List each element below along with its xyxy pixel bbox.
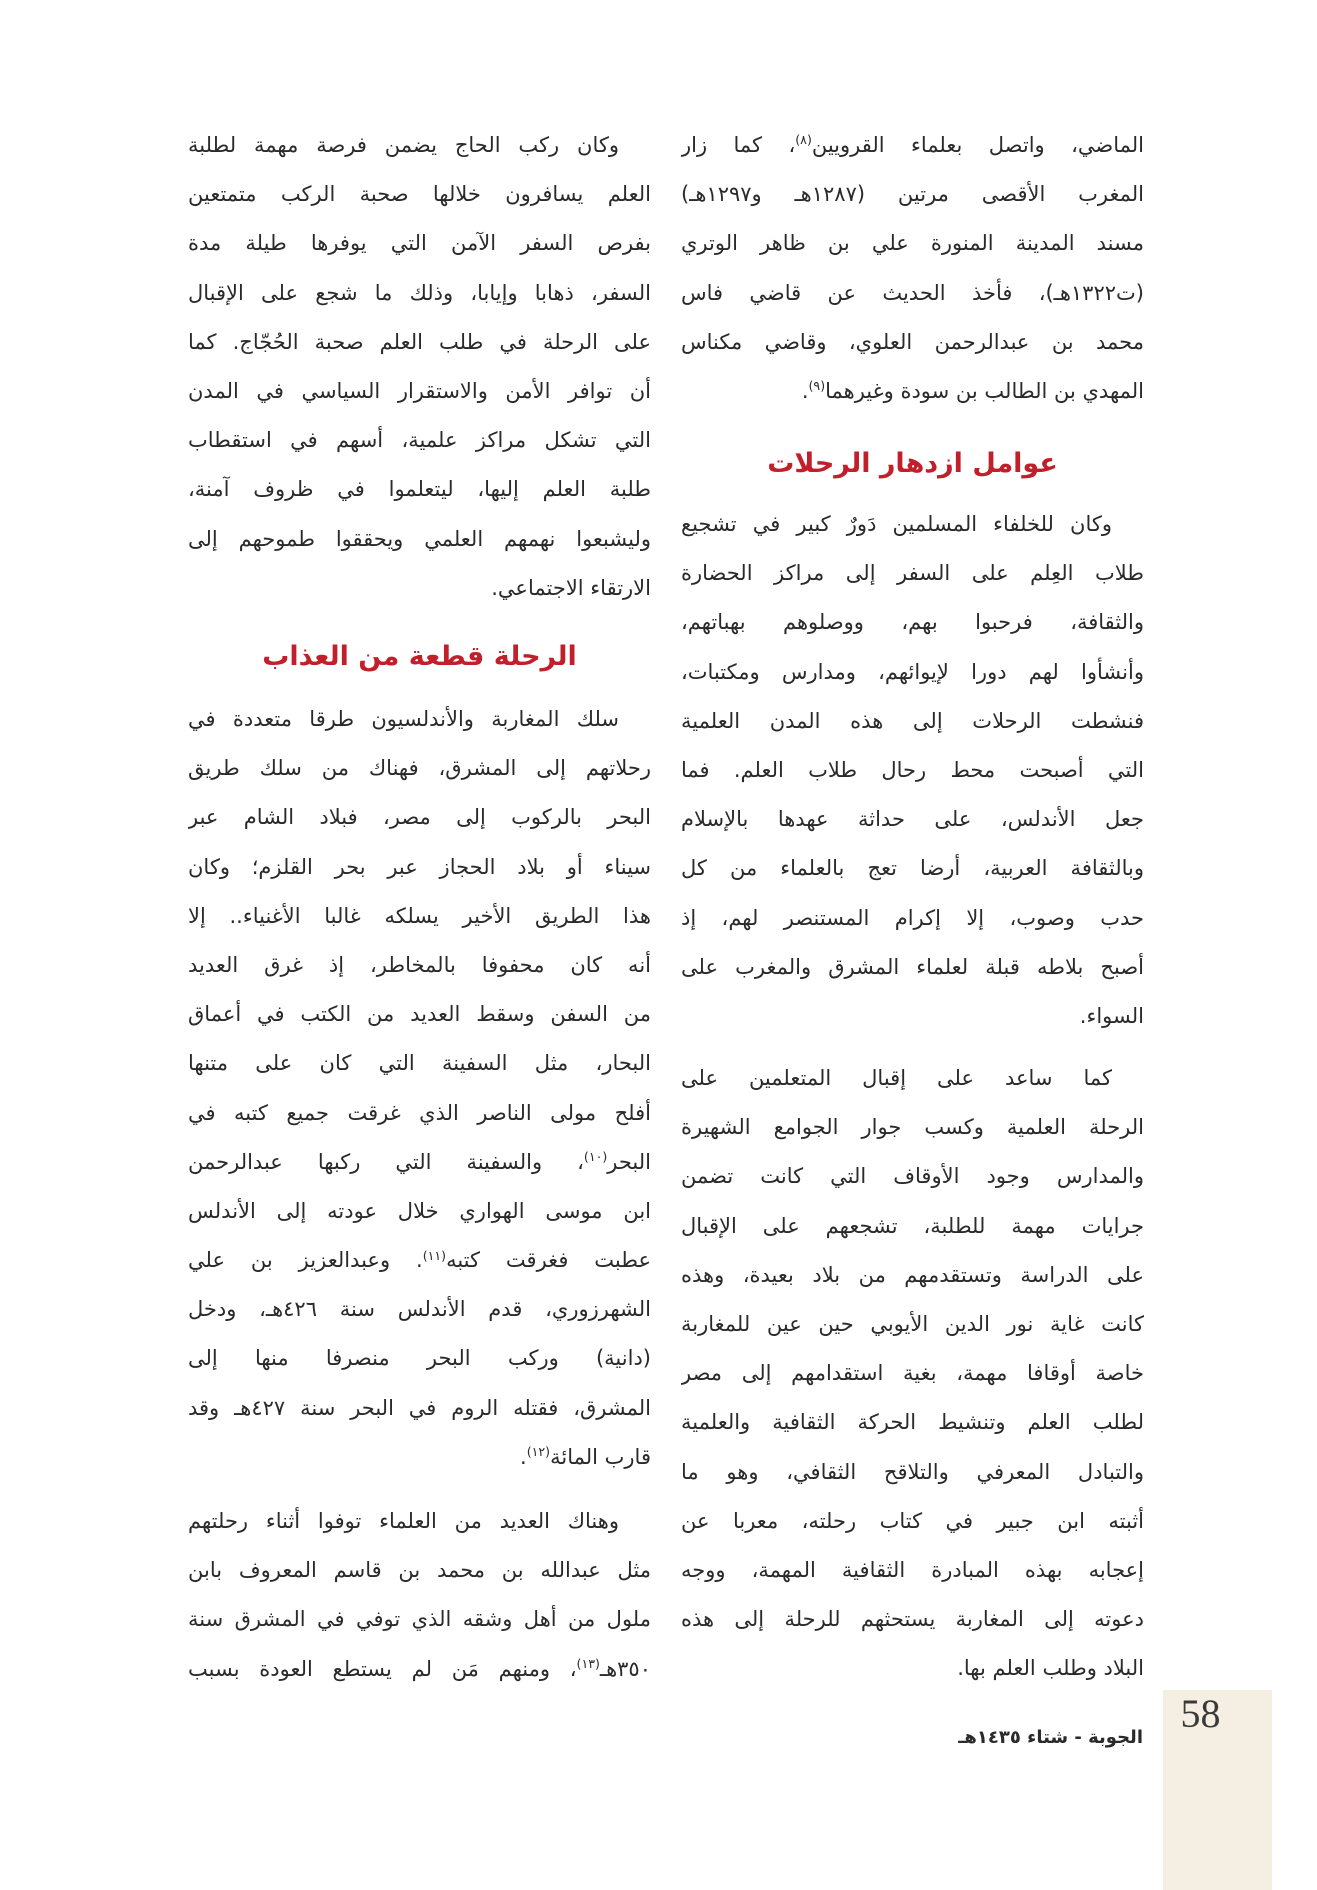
text-line: وكان ركب الحاج يضمن فرصة مهمة لطلبة <box>188 133 619 157</box>
text-line: طلاب العِلم على السفر إلى مراكز الحضارة <box>681 561 1144 586</box>
text-line: المشرق، فقتله الروم في البحر سنة ٤٢٧هـ وقد <box>188 1395 651 1420</box>
text-line: وأنشأوا لهم دورا لإيوائهم، ومدارس ومكتبات، <box>681 659 1144 684</box>
text-line: وهناك العديد من العلماء توفوا أثناء رحلتهم <box>188 1509 619 1533</box>
text-line: أفلح مولى الناصر الذي غرقت جميع كتبه في <box>188 1100 651 1125</box>
text-line: السواء. <box>1079 1003 1144 1028</box>
text-line <box>681 121 1144 170</box>
text-line: السفر، ذهابا وإيابا، وذلك ما شجع على الإقبال <box>188 280 651 305</box>
footnote-ref: (١٢) <box>526 1444 551 1460</box>
text-line: أنه كان محفوفا بالمخاطر، إذ غرق العديد <box>188 952 651 977</box>
text-segment: ، كما زار <box>681 133 796 157</box>
footnote-ref: (١٠) <box>583 1149 608 1165</box>
text-segment: عطبت فغرقت كتبه <box>446 1248 651 1273</box>
left-column <box>188 0 651 1700</box>
section-heading: الرحلة قطعة من العذاب <box>262 641 577 672</box>
right-column <box>681 0 1144 1700</box>
footnote-ref: (٩) <box>808 378 826 394</box>
text-line <box>188 1236 651 1285</box>
paragraph <box>188 1497 651 1694</box>
text-line: التي أصبحت محط رحال طلاب العلم. فما <box>681 757 1144 782</box>
text-segment: . وعبدالعزيز بن علي <box>188 1248 423 1273</box>
text-line: على الرحلة في طلب العلم صحبة الحُجّاج. كما <box>188 329 651 354</box>
text-line: ملول من أهل وشقه الذي توفي في المشرق سنة <box>188 1607 651 1632</box>
text-line <box>188 1138 651 1187</box>
text-line: البلاد وطلب العلم بها. <box>957 1656 1144 1681</box>
text-line: بفرص السفر الآمن التي يوفرها طيلة مدة <box>188 231 651 256</box>
text-segment: ، ومنهم مَن لم يستطع العودة بسبب <box>188 1656 577 1681</box>
text-line: مسند المدينة المنورة علي بن ظاهر الوتري <box>681 231 1144 256</box>
text-line <box>188 1433 651 1482</box>
text-line: العلم يسافرون خلالها صحبة الركب متمتعين <box>188 182 651 207</box>
page-number-tab <box>1163 1690 1272 1890</box>
footnote-ref: (١٣) <box>576 1656 600 1672</box>
text-line: (دانية) وركب البحر منصرفا منها إلى <box>188 1346 651 1371</box>
text-line: الارتقاء الاجتماعي. <box>491 575 651 600</box>
text-line: دعوته إلى المغاربة يستحثهم للرحلة إلى هذه <box>681 1607 1144 1632</box>
paragraph <box>188 695 651 1482</box>
page-number: 58 <box>1180 1691 1221 1736</box>
text-line: حدب وصوب، إلا إكرام المستنصر لهم، إذ <box>681 905 1144 930</box>
text-segment: البحر <box>607 1149 651 1174</box>
text-line: والمدارس وجود الأوقاف التي كانت تضمن <box>681 1164 1144 1189</box>
text-line: (ت١٣٢٢هـ)، فأخذ الحديث عن قاضي فاس <box>681 280 1144 305</box>
text-line <box>681 367 1144 416</box>
magazine-issue-label: الجوبة - شتاء ١٤٣٥هـ <box>958 1727 1143 1748</box>
text-line: على الدراسة وتستقدمهم من بلاد بعيدة، وهذه <box>681 1262 1144 1287</box>
text-line: وكان للخلفاء المسلمين دَورٌ كبير في تشجيع <box>681 512 1112 536</box>
text-line: أصبح بلاطه قبلة لعلماء المشرق والمغرب على <box>681 954 1144 979</box>
text-line: فنشطت الرحلات إلى هذه المدن العلمية <box>681 708 1144 733</box>
text-line: خاصة أوقافا مهمة، بغية استقدامهم إلى مصر <box>681 1361 1144 1386</box>
text-segment: المهدي بن الطالب بن سودة وغيرهما <box>825 378 1144 403</box>
paragraph <box>681 121 1144 416</box>
text-line: والتبادل المعرفي والتلاقح الثقافي، وهو ما <box>681 1459 1144 1484</box>
text-segment: ٣٥٠هـ <box>599 1656 651 1681</box>
text-line: جرايات مهمة للطلبة، تشجعهم على الإقبال <box>681 1213 1144 1238</box>
text-segment: قارب المائة <box>550 1444 651 1469</box>
text-segment: ، والسفينة التي ركبها عبدالرحمن <box>188 1149 584 1174</box>
text-line: الشهرزوري، قدم الأندلس سنة ٤٢٦هـ، ودخل <box>188 1297 651 1322</box>
footnote-ref: (٨) <box>795 132 812 148</box>
text-line: البحر بالركوب إلى مصر، فبلاد الشام عبر <box>188 805 651 830</box>
text-line: هذا الطريق الأخير يسلكه غالبا الأغنياء.. إلا <box>188 903 651 928</box>
text-line: لطلب العلم وتنشيط الحركة الثقافية والعلمية <box>681 1410 1144 1435</box>
text-segment: الماضي، واتصل بعلماء القرويين <box>811 133 1144 157</box>
text-line: ابن موسى الهواري خلال عودته إلى الأندلس <box>188 1198 651 1223</box>
paragraph <box>681 500 1144 1041</box>
text-line <box>188 1645 651 1694</box>
text-line: الرحلة العلمية وكسب جوار الجوامع الشهيرة <box>681 1115 1144 1140</box>
text-line: طلبة العلم إليها، ليتعلموا في ظروف آمنة، <box>188 477 651 502</box>
text-line: وليشبعوا نهمهم العلمي ويحققوا طموحهم إلى <box>188 526 651 551</box>
text-line: البحار، مثل السفينة التي كان على متنها <box>188 1051 651 1076</box>
section-heading: عوامل ازدهار الرحلات <box>767 448 1058 479</box>
text-line: إعجابه بهذه المبادرة الثقافية المهمة، ووجه <box>681 1557 1144 1582</box>
text-line: أثبته ابن جبير في كتاب رحلته، معربا عن <box>681 1508 1144 1533</box>
text-line: مثل عبدالله بن محمد بن قاسم المعروف بابن <box>188 1558 651 1583</box>
text-line: رحلاتهم إلى المشرق، فهناك من سلك طريق <box>188 756 651 781</box>
text-segment: . <box>520 1444 527 1469</box>
text-line: سلك المغاربة والأندلسيون طرقا متعددة في <box>188 707 619 731</box>
paragraph <box>188 121 651 613</box>
text-line: التي تشكل مراكز علمية، أسهم في استقطاب <box>188 428 651 453</box>
text-line: كما ساعد على إقبال المتعلمين على <box>681 1066 1112 1090</box>
footnote-ref: (١١) <box>422 1247 447 1263</box>
paragraph <box>681 1054 1144 1693</box>
text-line: كانت غاية نور الدين الأيوبي حين عين للمغاربة <box>681 1311 1144 1336</box>
text-line: أن توافر الأمن والاستقرار السياسي في المدن <box>188 378 651 403</box>
text-line: من السفن وسقط العديد من الكتب في أعماق <box>188 1002 651 1027</box>
text-line: المغرب الأقصى مرتين (١٢٨٧هـ و١٢٩٧هـ) <box>681 182 1144 207</box>
text-line: سيناء أو بلاد الحجاز عبر بحر القلزم؛ وكان <box>188 854 651 879</box>
text-line: محمد بن عبدالرحمن العلوي، وقاضي مكناس <box>681 329 1144 354</box>
text-segment: . <box>801 378 809 403</box>
text-line: وبالثقافة العربية، أرضا تعج بالعلماء من كل <box>681 856 1144 881</box>
text-line: والثقافة، فرحبوا بهم، ووصلوهم بهباتهم، <box>681 610 1144 635</box>
text-line: جعل الأندلس، على حداثة عهدها بالإسلام <box>681 807 1144 832</box>
